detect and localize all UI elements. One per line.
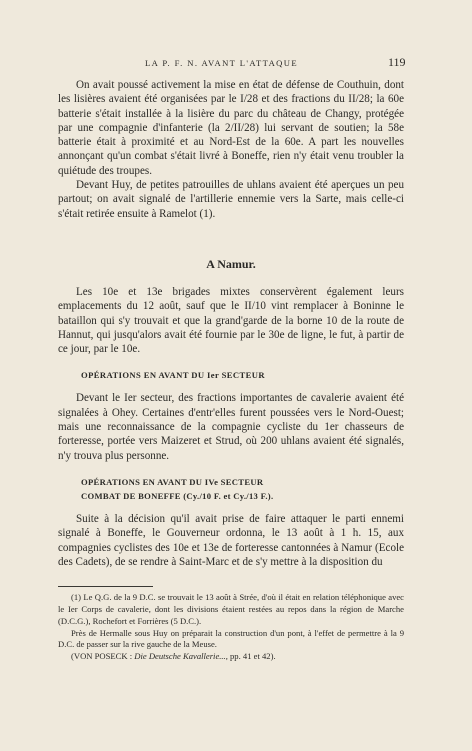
- footnote-1: (1) Le Q.G. de la 9 D.C. se trouvait le 13 août à Strée, d'où il était en relation téléphonique avec le Ier Corps de cavalerie, dont les divisions étaient restées au repos dans la région de Marche (D.C.G.), Rochefort et Forrières (5 D.C.).: [58, 592, 404, 626]
- paragraph-brigades: Les 10e et 13e brigades mixtes conservèrent également leurs emplacements du 12 août, sauf que le II/10 vint remplacer à Boninne le bataillon qui s'y trouvait et que la grand'garde de la borne 10 de la route de Hannut, qui jusqu'alors avait été fournie par le 30e de ligne, le fut, à partir de ce jour, par le 10e.: [58, 285, 404, 356]
- footnote-citation: (VON POSECK : Die Deutsche Kavallerie..., pp. 41 et 42).: [71, 651, 276, 662]
- footnote-1-continued: Près de Hermalle sous Huy on préparait la construction d'un pont, à l'effet de permettre à la 9 D.C. de passer sur la rive gauche de la Meuse.: [58, 627, 404, 650]
- main-text: [58, 78, 404, 663]
- footnote-divider: [58, 586, 153, 587]
- paragraph-sector-1: Devant le Ier secteur, des fractions importantes de cavalerie avaient été signalées à Ohey. Certaines d'entr'elles furent poussées vers le Nord-Ouest; mais une reconnaissance de la compagnie cycliste du 1er chasseurs de forteresse, portée vers Maizeret et Strud, où 200 uhlans avaient été signalés, n'y trouva plus personne.: [58, 392, 404, 462]
- citation-title: Die Deutsche Kavallerie...: [134, 651, 226, 662]
- paragraph-couthuin: On avait poussé activement la mise en état de défense de Couthuin, dont les lisières avaient été organisées par le I/28 et des fractions du II/28; la 60e batterie s'était installée à la lisière du parc du château de Changy, protégée par une compagnie d'infanterie (la 2/II/28) lui servant de soutien; la 58e batterie était à proximité et au Nord-Est de la 60e. A part les nouvelles annonçant qu'un combat s'était livré à Boneffe, rien n'y était venu troubler la quiétude des troupes.: [58, 79, 404, 177]
- running-title: LA P. F. N. AVANT L'ATTAQUE: [145, 58, 299, 68]
- page-number: 119: [388, 55, 406, 69]
- citation-pages: pp. 41 et 42: [230, 651, 271, 662]
- section-title: A Namur.: [206, 256, 256, 271]
- subheading-sector-1: OPÉRATIONS EN AVANT DU Ier SECTEUR: [81, 370, 265, 381]
- subheading-sector-4: OPÉRATIONS EN AVANT DU IVe SECTEUR: [81, 476, 264, 487]
- paragraph-boneffe: Suite à la décision qu'il avait prise de faire attaquer le parti ennemi signalé à Boneffe, le Gouverneur ordonna, le 13 août à 1 h. 15, aux compagnies cyclistes des 10e et 13e de forteresse cantonnées à Namur (Ecole des Cadets), de se rendre à Saint-Marc et de s'y mettre à la disposition du: [58, 512, 404, 568]
- footnotes: [58, 592, 404, 663]
- subheading-combat-boneffe: COMBAT DE BONEFFE (Cy./10 F. et Cy./13 F.).: [81, 490, 274, 501]
- citation-author: VON POSECK: [73, 651, 128, 662]
- paragraph-huy: Devant Huy, de petites patrouilles de uhlans avaient été aperçues un peu partout; on avait signalé de l'artillerie ennemie vers la Sarte, mais celle-ci s'était retirée ensuite à Ramelot (1).: [58, 179, 404, 220]
